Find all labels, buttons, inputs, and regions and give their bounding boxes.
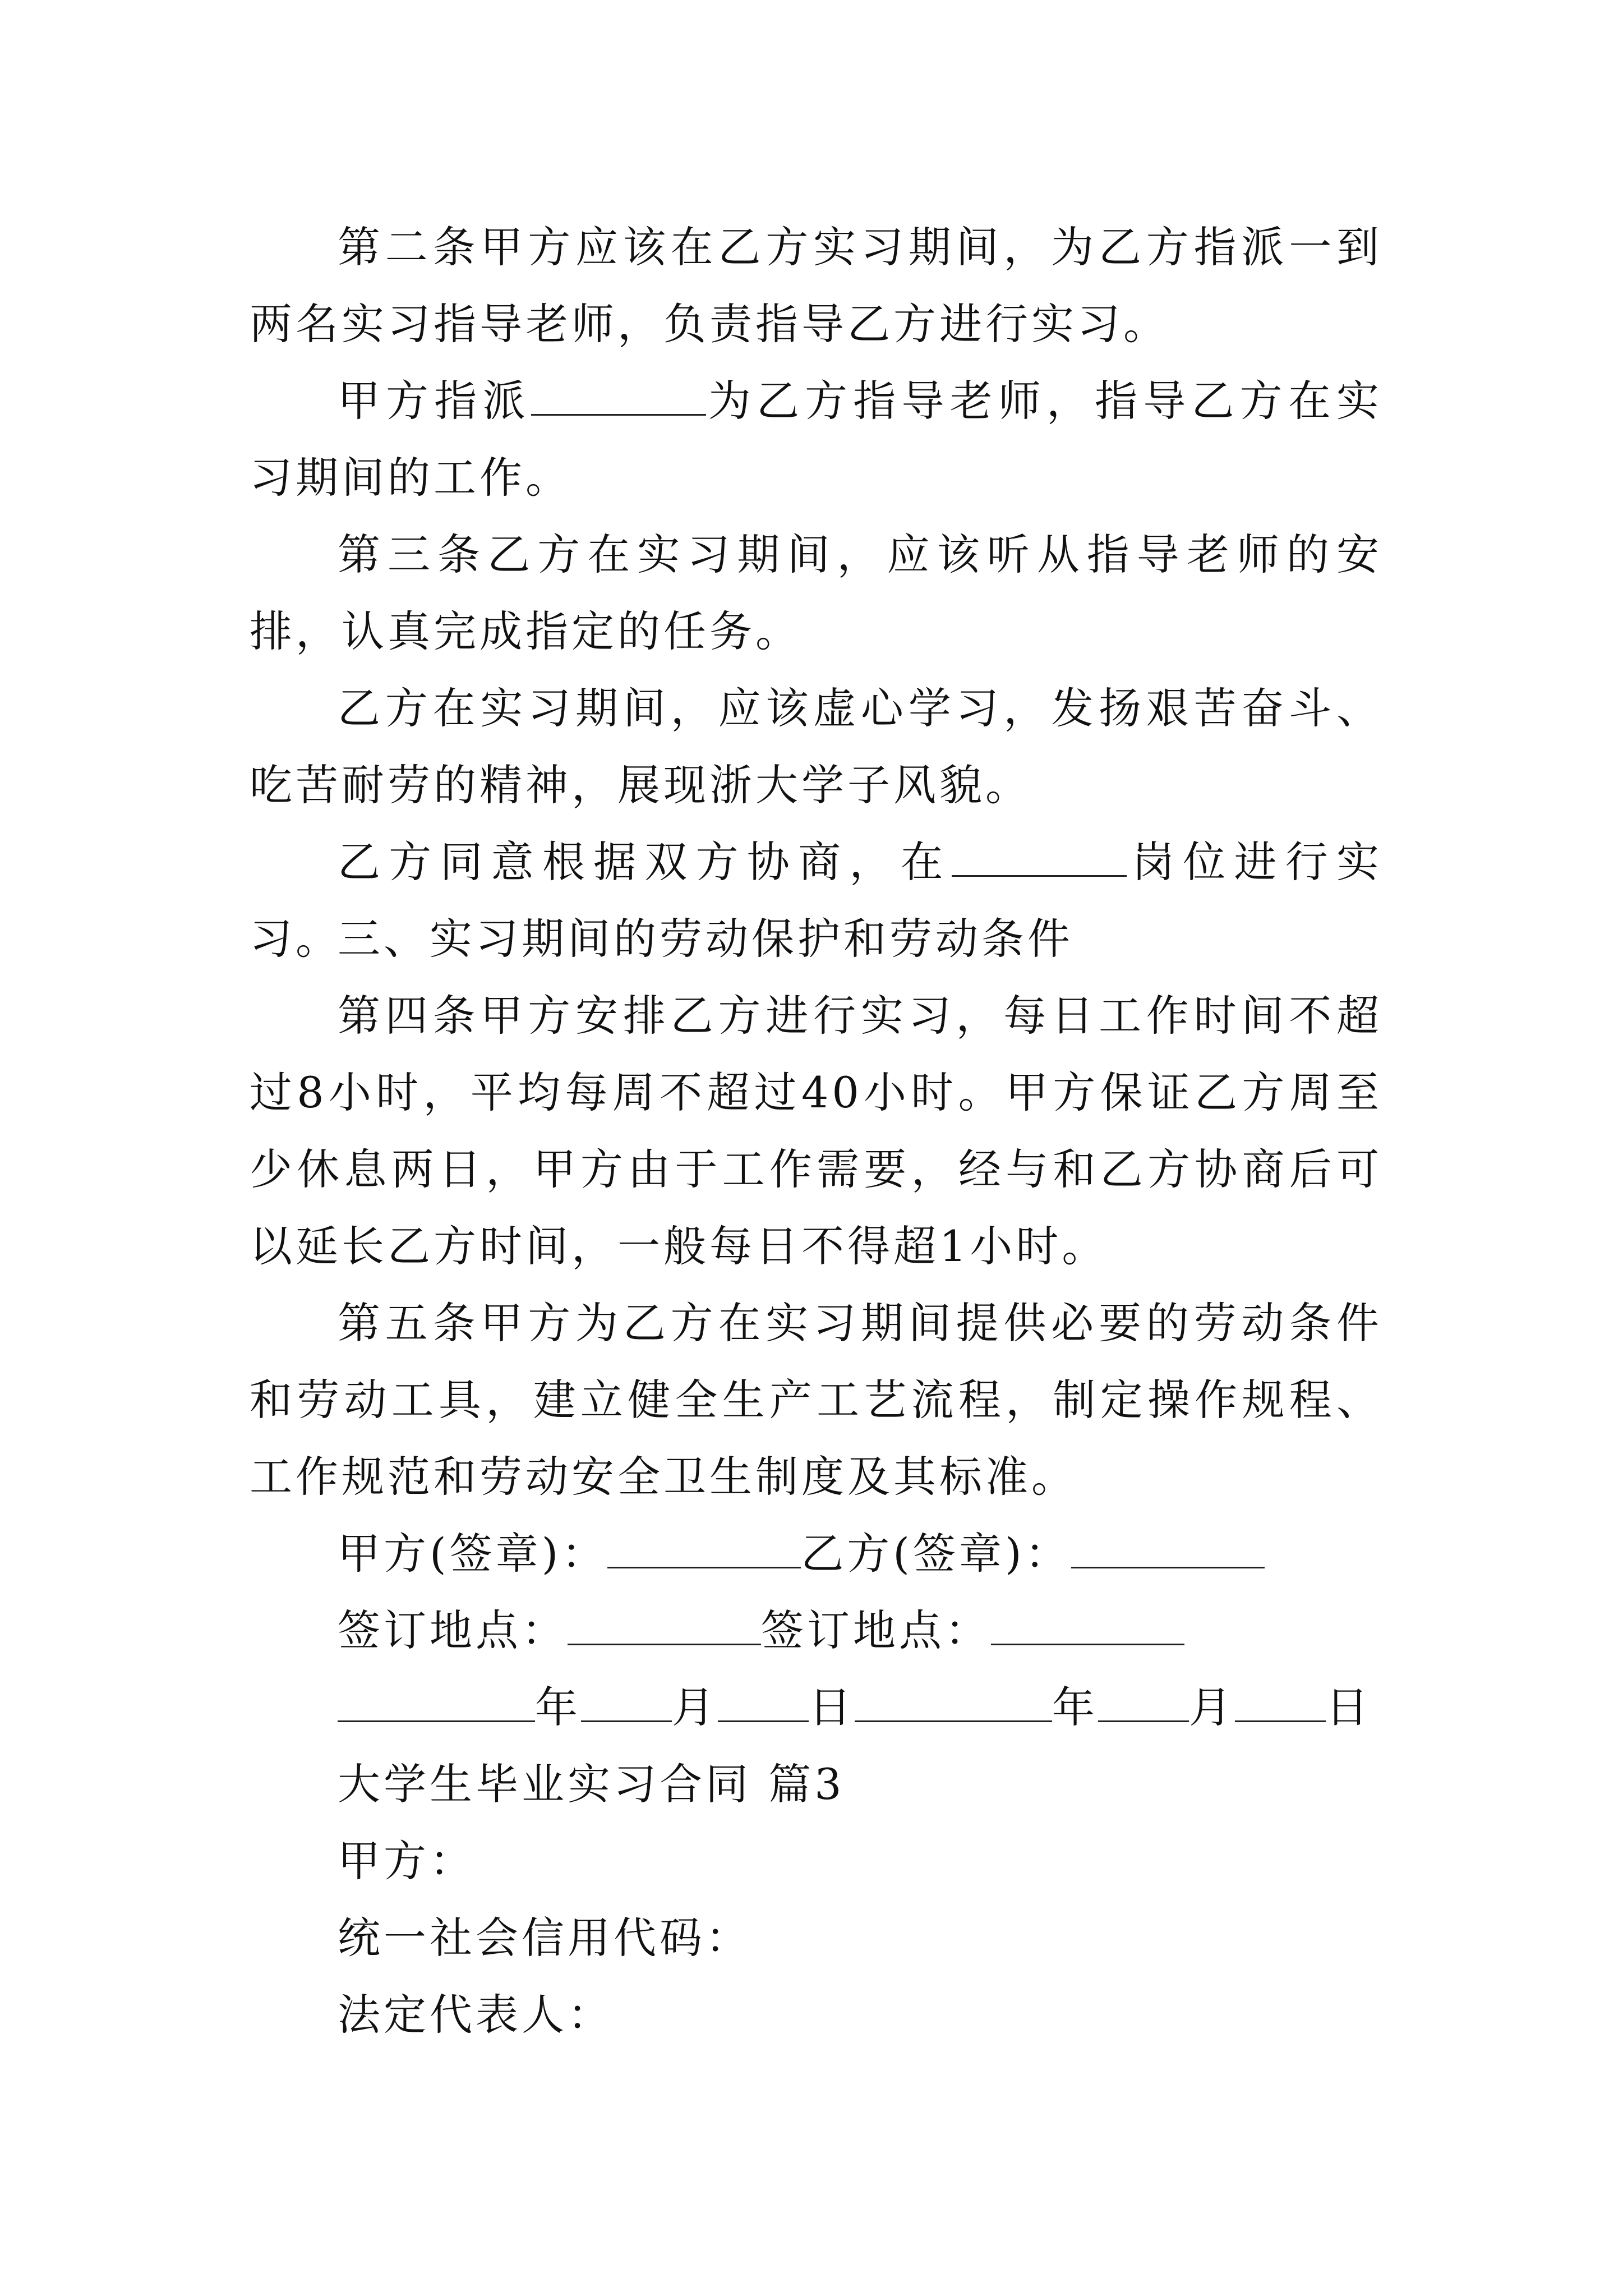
month-label: 月: [672, 1682, 718, 1732]
article-2-paragraph: [250, 209, 1382, 362]
party-b-month-blank: [1098, 1681, 1189, 1722]
contract-section-heading-text: 大学生毕业实习合同 篇3: [338, 1759, 845, 1809]
day-label: 日: [1326, 1682, 1372, 1732]
section-heading-labor: [250, 900, 1382, 977]
day-label: 日: [809, 1682, 855, 1732]
credit-code-label: 统一社会信用代码：: [338, 1913, 751, 1963]
party-a-signature-label: 甲方(签章)：: [338, 1529, 608, 1579]
conduct-text: 乙方在实习期间，应该虚心学习，发扬艰苦奋斗、吃苦耐劳的精神，展现浙大学子风貌。: [250, 683, 1382, 810]
signature-row: [250, 1515, 1382, 1592]
article-5-text: 第五条甲方为乙方在实习期间提供必要的劳动条件和劳动工具，建立健全生产工艺流程，制定操作规程、工作规范和劳动安全卫生制度及其标准。: [250, 1298, 1382, 1502]
date-row: [250, 1669, 1382, 1746]
party-b-place-blank: [991, 1604, 1184, 1645]
advisor-assignment-paragraph: [250, 362, 1382, 516]
year-label: 年: [535, 1682, 581, 1732]
party-a-place-label: 签订地点：: [338, 1605, 568, 1655]
party-a-label: 甲方：: [338, 1836, 476, 1886]
year-label: 年: [1052, 1682, 1098, 1732]
party-a-line: [250, 1823, 1382, 1899]
legal-representative-label: 法定代表人：: [338, 1990, 614, 2040]
party-b-signature-blank: [1071, 1527, 1265, 1568]
advisor-assignment-prefix: 甲方指派: [338, 376, 531, 426]
contract-section-heading: [250, 1746, 1382, 1823]
position-blank: [952, 836, 1127, 877]
signing-place-row: [250, 1592, 1382, 1669]
position-suffix: 岗位进行实习。: [250, 837, 1383, 964]
month-label: 月: [1189, 1682, 1235, 1732]
party-a-month-blank: [581, 1681, 672, 1722]
party-b-signature-label: 乙方(签章)：: [801, 1529, 1071, 1579]
party-b-place-label: 签订地点：: [761, 1605, 991, 1655]
position-prefix: 乙方同意根据双方协商，在: [338, 837, 952, 887]
article-3-text: 第三条乙方在实习期间，应该听从指导老师的安排，认真完成指定的任务。: [250, 530, 1382, 656]
credit-code-line: [250, 1899, 1382, 1976]
party-a-place-blank: [568, 1604, 761, 1645]
party-a-signature-blank: [607, 1527, 801, 1568]
party-a-day-blank: [718, 1681, 809, 1722]
section-heading-labor-text: 三、实习期间的劳动保护和劳动条件: [338, 914, 1073, 964]
document-body: [250, 209, 1382, 2053]
article-5-paragraph: [250, 1285, 1382, 1515]
advisor-assignment-suffix: 为乙方指导老师，指导乙方在实习期间的工作。: [250, 376, 1383, 503]
article-4-paragraph: [250, 977, 1382, 1285]
advisor-name-blank: [531, 375, 706, 416]
party-b-year-blank: [855, 1681, 1052, 1722]
party-b-day-blank: [1235, 1681, 1326, 1722]
conduct-paragraph: [250, 670, 1382, 823]
article-4-text: 第四条甲方安排乙方进行实习，每日工作时间不超过8小时，平均每周不超过40小时。甲方保证乙方周至少休息两日，甲方由于工作需要，经与和乙方协商后可以延长乙方时间，一般每日不得超1小时。: [250, 991, 1382, 1271]
article-3-paragraph: [250, 516, 1382, 670]
party-a-year-blank: [338, 1681, 535, 1722]
article-2-text: 第二条甲方应该在乙方实习期间，为乙方指派一到两名实习指导老师，负责指导乙方进行实习。: [250, 222, 1382, 349]
legal-representative-line: [250, 1976, 1382, 2053]
